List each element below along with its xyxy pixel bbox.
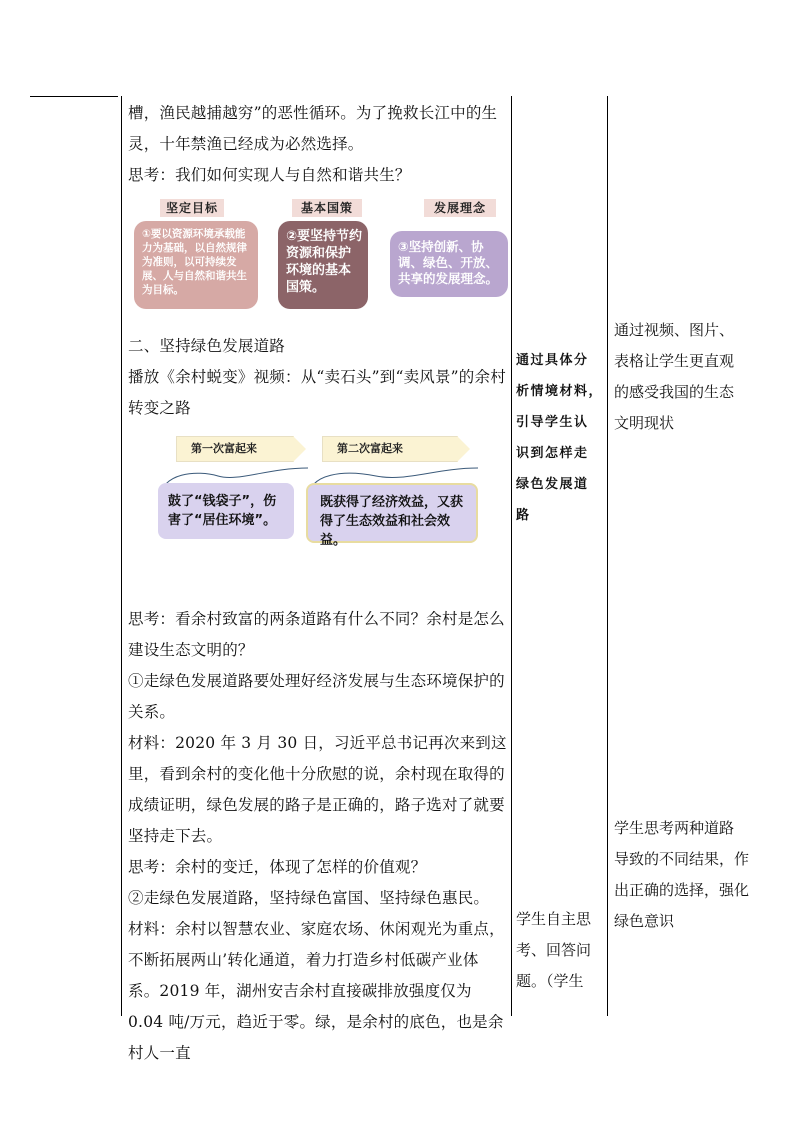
table-top-border — [30, 96, 118, 97]
tag-development-concept: 发展理念 — [424, 199, 496, 217]
mid-line-5: 绿色发展道 — [516, 477, 589, 492]
box-policy: ②要坚持节约资源和保护环境的基本国策。 — [278, 221, 368, 309]
mid-line-6: 路 — [516, 508, 531, 523]
right-line-1: 通过视频、图片、 — [614, 321, 735, 339]
right-line-8: 绿色意识 — [614, 912, 675, 930]
section-heading-green-path: 二、坚持绿色发展道路 — [128, 337, 286, 355]
question-two-paths: 思考：看余村致富的两条道路有什么不同？余村是怎么建设生态文明的？ — [128, 610, 505, 659]
mid-plain-1: 学生自主思 — [516, 910, 592, 928]
question-values: 思考：余村的变迁，体现了怎样的价值观？ — [128, 858, 427, 876]
tag-basic-policy: 基本国策 — [292, 199, 362, 217]
mid-line-1: 通过具体分 — [516, 353, 589, 368]
box-concept: ③坚持创新、协调、绿色、开放、共享的发展理念。 — [390, 231, 508, 297]
paragraph-video: 播放《余村蜕变》视频：从“卖石头”到“卖风景”的余村转变之路 — [128, 368, 506, 417]
question-harmony: 思考：我们如何实现人与自然和谐共生？ — [128, 166, 411, 184]
yucun-diagram — [128, 428, 508, 598]
right-line-7: 出正确的选择，强化 — [614, 881, 750, 899]
point-one: ①走绿色发展道路要处理好经济发展与生态环境保护的关系。 — [128, 672, 505, 721]
mid-line-2: 析情境材料， — [516, 384, 604, 399]
paragraph-yangtze: 槽，渔民越捕越穷”的恶性循环。为了挽救长江中的生灵，十年禁渔已经成为必然选择。 — [128, 104, 498, 153]
mid-line-3: 引导学生认 — [516, 415, 589, 430]
right-column-top — [614, 315, 784, 439]
box-first-result: 鼓了“钱袋子”，伤害了“居住环境”。 — [158, 483, 294, 539]
right-column-bottom — [614, 813, 784, 937]
middle-column-bold — [516, 345, 606, 531]
mid-line-4: 识到怎样走 — [516, 446, 589, 461]
column-divider-2 — [511, 96, 512, 1016]
policy-diagram — [128, 197, 508, 317]
box-goal: ①要以资源环境承载能力为基础，以自然规律为准则，以可持续发展、人与自然和谐共生为目标。 — [134, 221, 258, 309]
material-one: 材料：2020 年 3 月 30 日，习近平总书记再次来到这里，看到余村的变化他十分欣慰的说，余村现在取得的成绩证明，绿色发展的路子是正确的，路子选对了就要坚持走下去。 — [128, 734, 507, 845]
right-line-6: 导致的不同结果，作 — [614, 850, 750, 868]
tag-firm-goal: 坚定目标 — [160, 199, 224, 217]
right-line-5: 学生思考两种道路 — [614, 819, 735, 837]
tag-first-rich: 第一次富起来 — [176, 436, 294, 462]
material-two: 材料：余村以智慧农业、家庭农场、休闲观光为重点，不断拓展两山’转化通道，着力打造乡村低碳产业体系。2019 年，湖州安吉余村直接碳排放强度仅为 0.04 吨/万元，趋近于零。绿，是余村的底色，也是余村人一直 — [128, 920, 505, 1062]
tag-second-rich: 第二次富起来 — [322, 436, 458, 462]
column-divider-1 — [121, 96, 122, 1016]
right-line-4: 文明现状 — [614, 414, 675, 432]
mid-plain-3: 题。（学生 — [516, 972, 584, 990]
main-content-column — [128, 98, 508, 1069]
right-line-2: 表格让学生更直观 — [614, 352, 735, 370]
mid-plain-2: 考、回答问 — [516, 941, 592, 959]
right-line-3: 的感受我国的生态 — [614, 383, 735, 401]
column-divider-3 — [607, 96, 608, 1016]
point-two: ②走绿色发展道路，坚持绿色富国、坚持绿色惠民。 — [128, 889, 490, 907]
box-second-result: 既获得了经济效益，又获得了生态效益和社会效益。 — [306, 483, 478, 543]
middle-column-plain — [516, 904, 606, 997]
